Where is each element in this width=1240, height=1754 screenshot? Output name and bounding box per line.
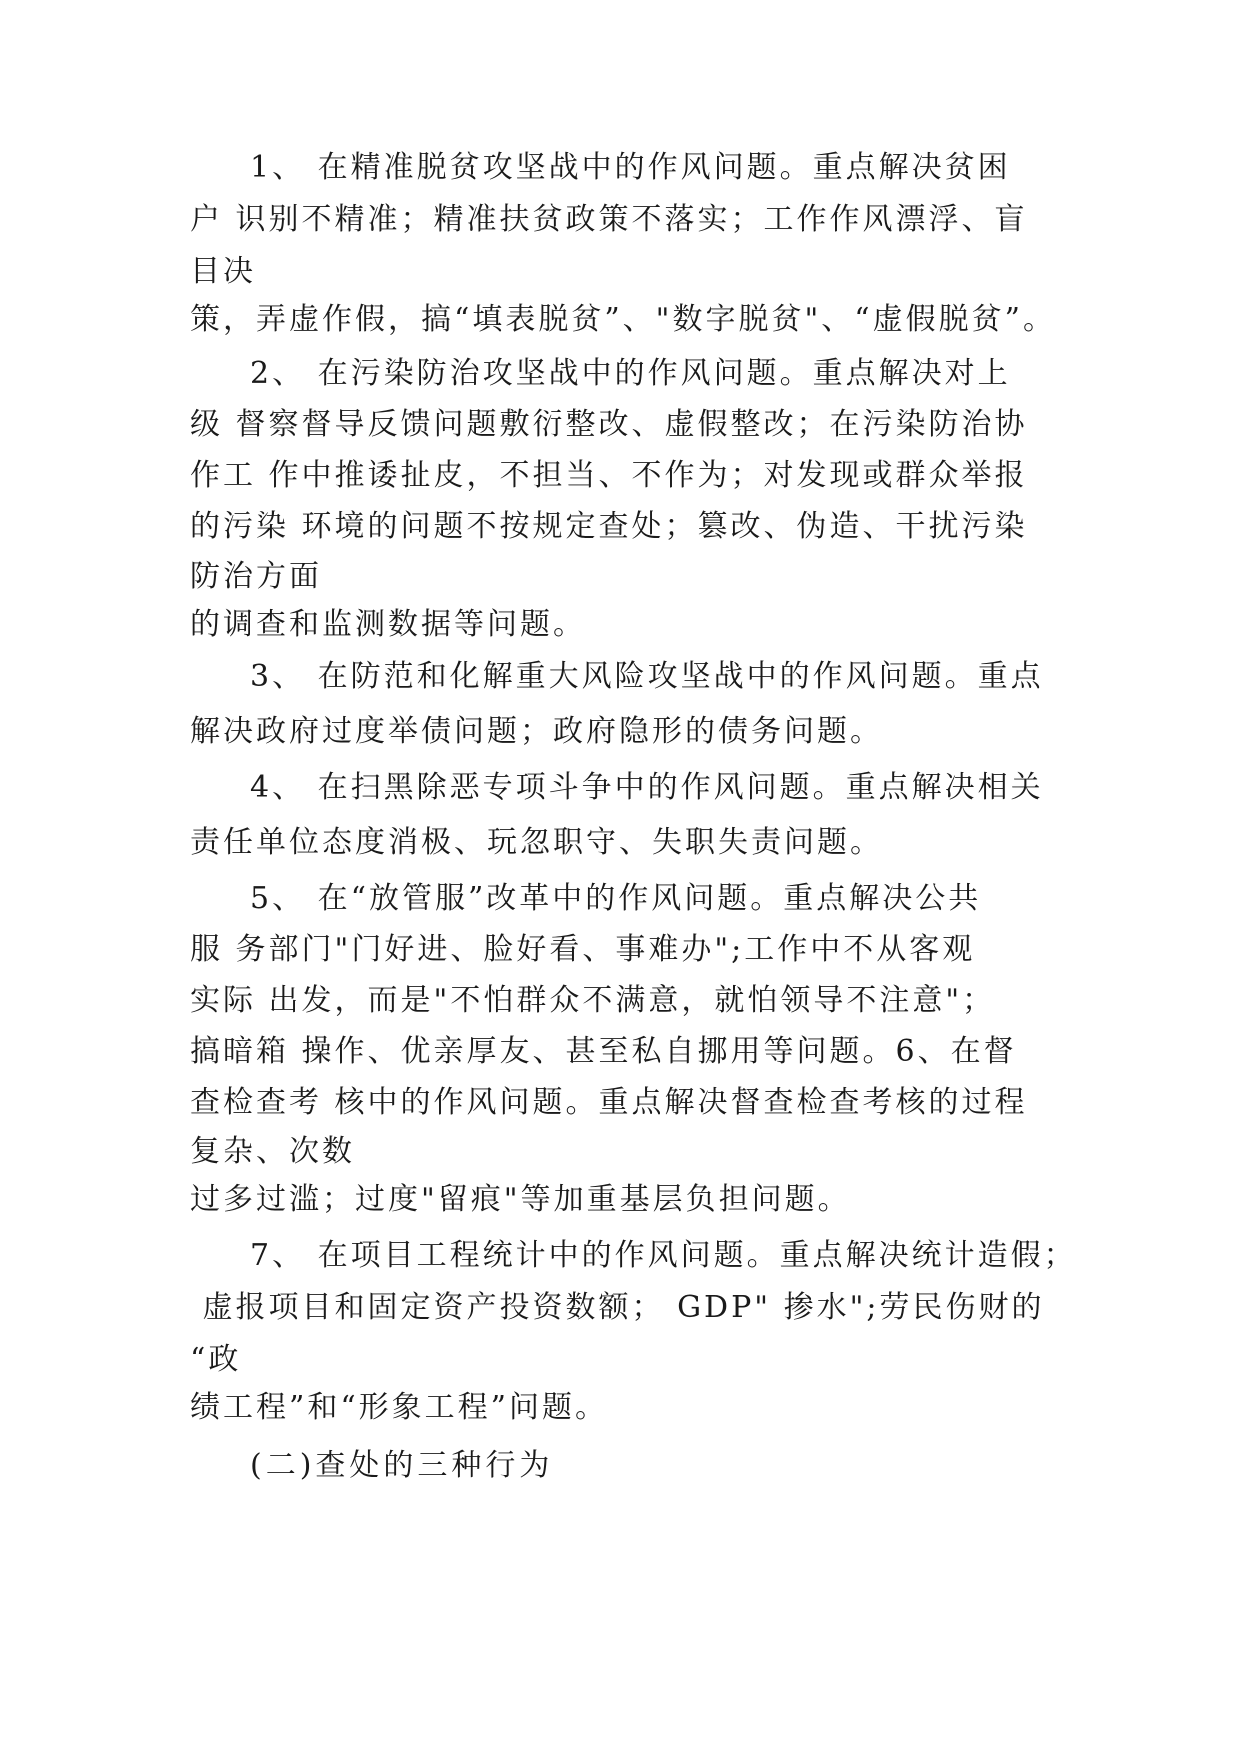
text-line: 实际 出发，而是"不怕群众不满意，就怕领导不注意"； xyxy=(190,983,996,1018)
text-line: 搞暗箱 操作、优亲厚友、甚至私自挪用等问题。6、在督 xyxy=(190,1034,1017,1069)
text-line: “政 xyxy=(190,1342,242,1377)
text-line: 过多过滥；过度"留痕"等加重基层负担问题。 xyxy=(190,1182,851,1217)
text-line: 解决政府过度举债问题；政府隐形的债务问题。 xyxy=(190,714,883,749)
text-line: 的调查和监测数据等问题。 xyxy=(190,607,586,642)
text-line: 目决 xyxy=(190,254,256,289)
text-line: 虚报项目和固定资产投资数额； GDP" 掺水";劳民伤财的 xyxy=(190,1290,1045,1325)
text-line: 责任单位态度消极、玩忽职守、失职失责问题。 xyxy=(190,825,883,860)
text-line: 作工 作中推诿扯皮，不担当、不作为；对发现或群众举报 xyxy=(190,458,1028,493)
text-line: 的污染 环境的问题不按规定查处；篡改、伪造、干扰污染 xyxy=(190,509,1028,544)
text-line: 绩工程”和“形象工程”问题。 xyxy=(190,1390,609,1425)
text-line: 5、 在“放管服”改革中的作风问题。重点解决公共 xyxy=(250,881,982,916)
text-line: 查检查考 核中的作风问题。重点解决督查检查考核的过程 xyxy=(190,1085,1028,1120)
text-line: 复杂、次数 xyxy=(190,1134,355,1169)
text-line: 4、 在扫黑除恶专项斗争中的作风问题。重点解决相关 xyxy=(250,770,1044,805)
text-line: 3、 在防范和化解重大风险攻坚战中的作风问题。重点 xyxy=(250,659,1044,694)
section-heading: (二)查处的三种行为 xyxy=(250,1448,554,1483)
text-line: 防治方面 xyxy=(190,559,322,594)
text-line: 户 识别不精准；精准扶贫政策不落实；工作作风漂浮、盲 xyxy=(190,202,1028,237)
text-line: 1、 在精准脱贫攻坚战中的作风问题。重点解决贫困 xyxy=(250,150,1011,185)
text-line: 7、 在项目工程统计中的作风问题。重点解决统计造假； xyxy=(250,1238,1077,1273)
text-line: 策，弄虚作假，搞“填表脱贫”、"数字脱贫"、“虚假脱贫”。 xyxy=(190,302,1056,337)
text-line: 2、 在污染防治攻坚战中的作风问题。重点解决对上 xyxy=(250,356,1011,391)
text-line: 服 务部门"门好进、脸好看、事难办";工作中不从客观 xyxy=(190,932,976,967)
text-line: 级 督察督导反馈问题敷衍整改、虚假整改；在污染防治协 xyxy=(190,407,1028,442)
